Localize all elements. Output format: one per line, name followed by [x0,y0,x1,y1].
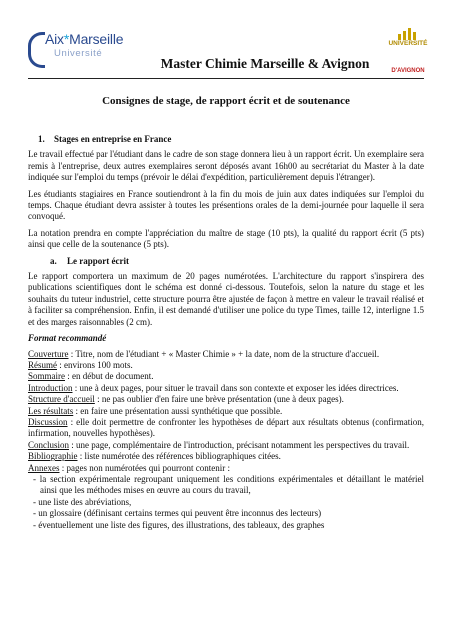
logo-subtitle: Université [54,48,103,59]
logo-right-line1: UNIVERSITÉ [388,40,428,47]
format-item-text: : en faire une présentation aussi synthétique que possible. [73,405,283,416]
format-item [28,451,424,462]
format-item-term: Bibliographie [28,451,78,462]
format-item-term: Résumé [28,359,57,370]
logo-star: * [63,31,70,47]
format-item-text: : en début de document. [65,371,154,382]
format-item [28,349,424,360]
format-item-term: Sommaire [28,371,65,382]
annex-item: - éventuellement une liste des figures, des illustrations, des tableaux, des graphes [33,519,325,530]
paragraph: Les étudiants stagiaires en France soutiendront à la fin du mois de juin aux dates indiquées sur l'emploi du temps. Chaque étudiant devra assister à toutes les présentions orales de la demi-journée pour laquelle il sera convoqué. [28,188,424,222]
subsection-number: a. [50,255,57,266]
format-item-term: Les résultats [28,405,74,416]
annex-item: - un glossaire (définisant certains termes qui peuvent être inconnus des lecteurs) [33,508,322,519]
format-item [28,406,424,417]
format-heading: Format recommandé [28,333,107,344]
universite-avignon-logo [388,28,428,78]
document-body [28,134,424,531]
logo-right-line2: D'AVIGNON [391,68,425,74]
annex-item: - la section expérimentale regroupant uniquement les conditions expérimentales et détaillant le matériel ainsi que les méthodes mises en œuvre au cours du travail, [33,473,424,496]
format-item-term: Couverture [28,348,69,359]
format-item-term: Discussion [28,416,68,427]
format-item [28,371,424,382]
section-number: 1. [38,134,45,144]
format-item-text: : pages non numérotées qui pourront contenir : [59,462,230,473]
format-item [28,417,424,440]
subsection-heading [50,256,424,267]
logo-name [45,31,123,47]
paragraph: Le rapport comportera un maximum de 20 pages numérotées. L'architecture du rapport s'inspirera des publications scientifiques dont le schéma est donné ci-dessous. Toutefois, selon la nature du stage et les souhaits du tuteur industriel, cette structure pourra être ajustée de façon à mettre en valeur le travail réalisé et à faciliter sa compréhension. Enfin, il est demandé d'utiliser une police du type Times, taille 12, interligne 1.5 et des marges raisonnables (2 cm). [28,271,424,327]
document-title: Consignes de stage, de rapport écrit et de soutenance [102,95,350,107]
format-item [28,394,424,405]
aix-marseille-logo [28,30,138,64]
format-item-text: : liste numérotée des références bibliographiques citées. [77,451,281,462]
format-item-text: : une page, complémentaire de l'introduction, précisant notamment les perspectives du travail. [69,439,410,450]
format-item-text: : elle doit permettre de confronter les hypothèses de départ aux résultats obtenus (confirmation, infirmation, nouvelles hypothèses). [28,416,424,439]
header-title: Master Chimie Marseille & Avignon [160,56,370,71]
format-item-term: Annexes [28,462,60,473]
section-heading [38,134,424,145]
logo-bracket-shape [28,32,45,68]
format-item-text: : Titre, nom de l'étudiant + « Master Chimie » + la date, nom de la structure d'accueil. [68,348,380,359]
paragraph: Le travail effectué par l'étudiant dans le cadre de son stage donnera lieu à un rapport écrit. Un exemplaire sera remis à l'entreprise, deux autres exemplaires seront déposés avant 16h00 au secrétariat du Master à la date indiquée sur l'emploi du temps (prévoir le délai d'expédition, particulièrement depuis l'étranger). [28,149,424,183]
logo-bars-icon [398,28,418,40]
paragraph: La notation prendra en compte l'appréciation du maître de stage (10 pts), la qualité du rapport écrit (5 pts) ainsi que celle de la soutenance (5 pts). [28,227,424,250]
annex-item: - une liste des abréviations, [33,496,132,507]
format-item-term: Introduction [28,382,73,393]
subsection-title: Le rapport écrit [67,255,129,266]
format-item-term: Structure d'accueil [28,394,95,405]
format-item-text: : une à deux pages, pour situer le travail dans son contexte et exposer les idées directrices. [72,382,399,393]
section-title: Stages en entreprise en France [54,134,172,144]
format-item [28,383,424,394]
format-list [28,349,424,474]
annex-list [28,474,424,531]
format-item-text: : ne pas oublier d'en faire une brève présentation (une à deux pages). [94,394,344,405]
format-item-text: : environs 100 mots. [57,359,133,370]
format-item-term: Conclusion [28,439,70,450]
format-item [28,360,424,371]
logo-name-a: Aix [45,31,64,47]
format-item [28,463,424,474]
logo-name-b: Marseille [69,31,124,47]
header-rule [28,78,424,79]
format-item [28,440,424,451]
